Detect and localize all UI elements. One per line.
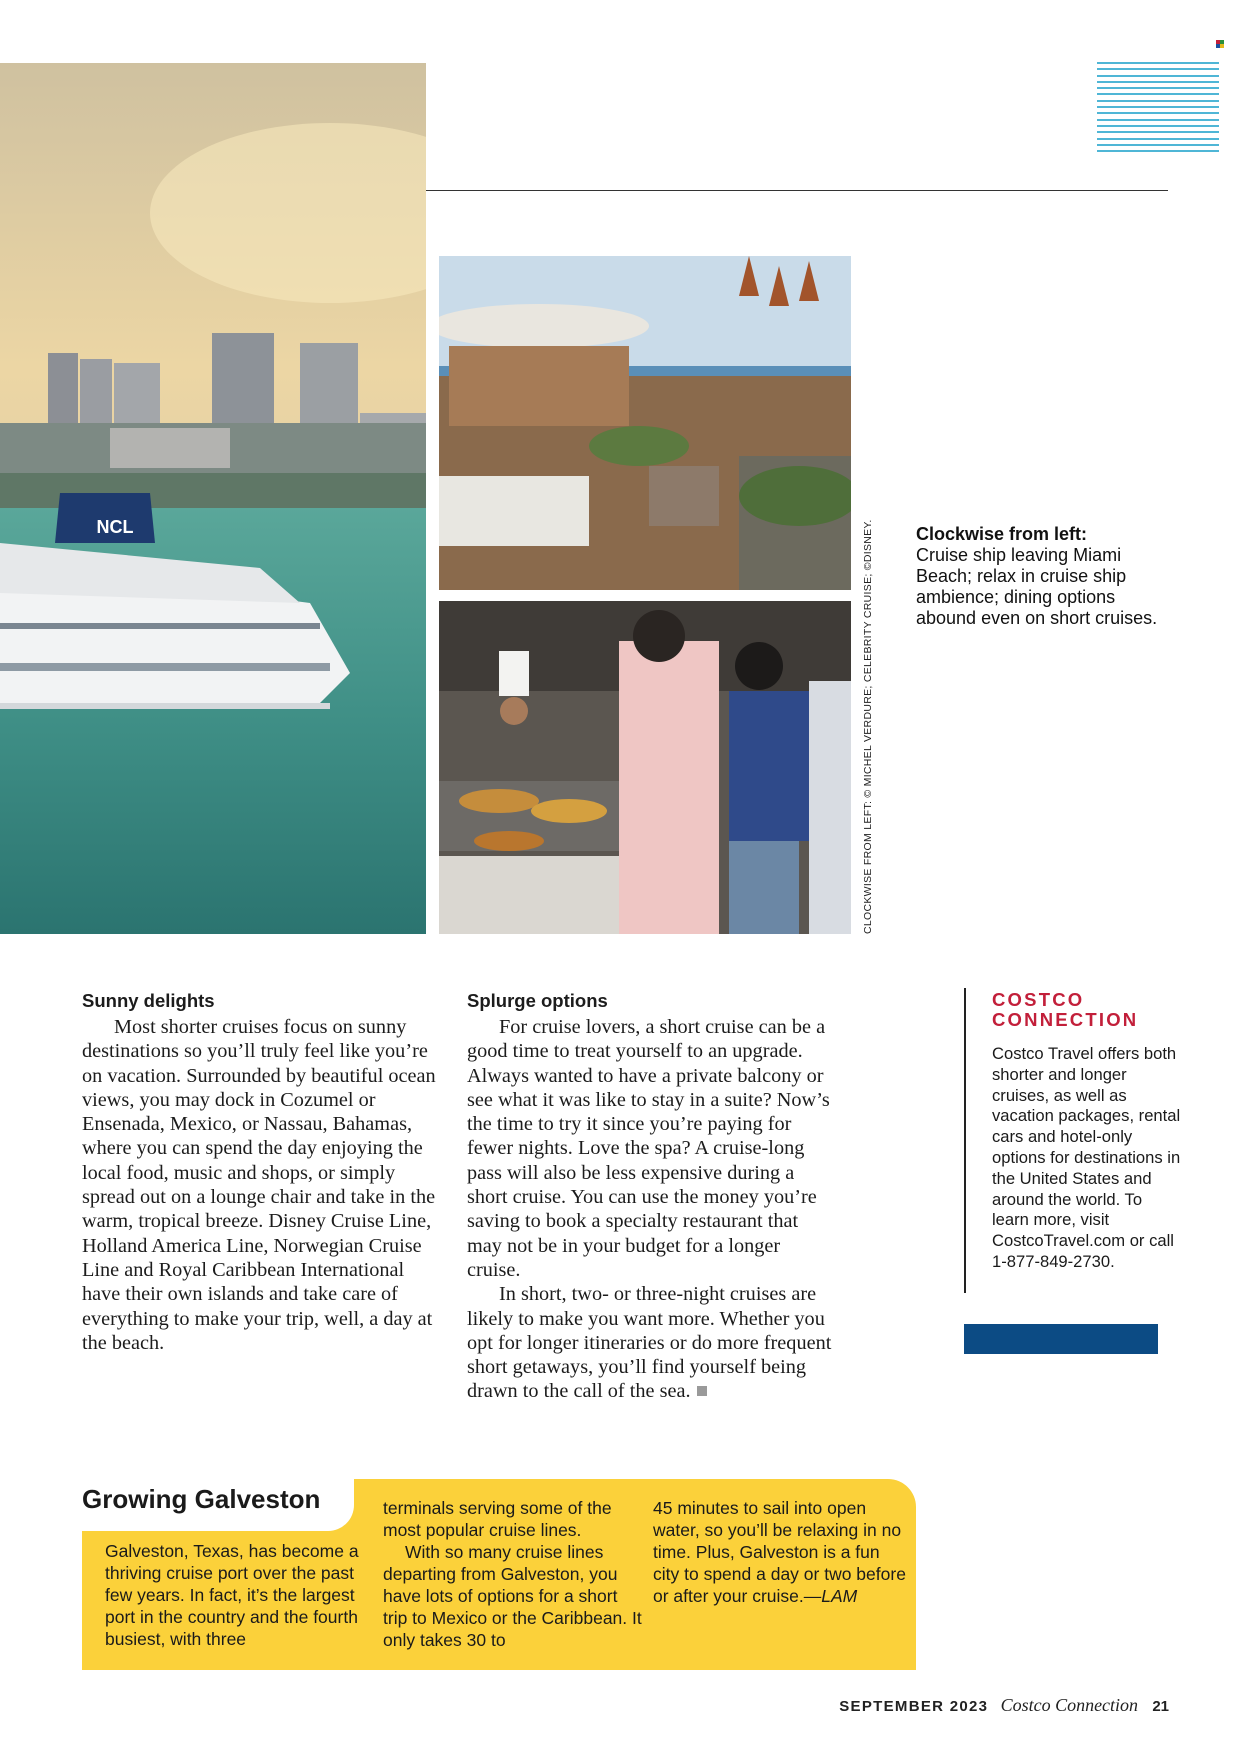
header-rule: [426, 190, 1168, 191]
body-paragraph-text: In short, two- or three-night cruises are likely to make you want more. Whether you opt for longer itineraries or do more frequent short getaways, you’ll find yourself being drawn to the call of the sea.: [467, 1283, 832, 1403]
photo-buffet-dining: [439, 601, 851, 934]
magazine-name: Costco Connection: [1000, 1695, 1139, 1715]
galveston-text: With so many cruise lines departing from Galveston, you have lots of options for a short trip to Mexico or the Caribbean. It only takes 30 to: [383, 1542, 642, 1650]
galveston-column-1: Galveston, Texas, has become a thriving cruise port over the past few years. In fact, it’s the largest port in the country and the fourth busiest, with three: [105, 1541, 359, 1649]
caption-text: Cruise ship leaving Miami Beach; relax in cruise ship ambience; dining options abound even on short cruises.: [916, 545, 1158, 628]
sidebar-title-line: CONNECTION: [992, 1009, 1139, 1030]
costco-connection-sidebar: [992, 990, 1182, 1273]
galveston-text: 45 minutes to sail into open water, so you’ll be relaxing in no time. Plus, Galveston is a fun city to spend a day or two before or after your cruise.: [653, 1498, 906, 1606]
section-splurge-options: [467, 989, 833, 1404]
sidebar-accent-bar: [964, 1324, 1158, 1354]
issue-date: SEPTEMBER 2023: [839, 1698, 989, 1715]
printer-mark-icon: [1216, 35, 1224, 43]
photo-cruise-ship-miami: [0, 63, 426, 934]
galveston-byline: —LAM: [803, 1586, 858, 1606]
sidebar-body: Costco Travel offers both shorter and longer cruises, as well as vacation packages, rental cars and hotel-only options for destinations in the United States and around the world. To learn more, visit CostcoTravel.com or call 1-877-849-2730.: [992, 1044, 1181, 1271]
photo-deck-lounge: [439, 256, 851, 590]
end-of-story-icon: [697, 1386, 707, 1396]
galveston-column-2: [383, 1497, 643, 1651]
photo-credit: CLOCKWISE FROM LEFT: © MICHEL VERDURE; CELEBRITY CRUISE; ©DISNEY.: [862, 519, 874, 934]
page-number: 21: [1152, 1698, 1169, 1715]
body-paragraph: Most shorter cruises focus on sunny destinations so you’ll truly feel like you’re on vacation. Surrounded by beautiful ocean views, you may dock in Cozumel or Ensenada, Mexico, or Nassau, Bahamas, where you can spend the day enjoying the local food, music and shops, or simply spread out on a lounge chair and take in the warm, tropical breeze. Disney Cruise Line, Holland America Line, Norwegian Cruise Line and Royal Caribbean International have their own islands and take care of everything to make your trip, well, a day at the beach.: [82, 1016, 436, 1354]
sidebar-title: [992, 990, 1182, 1030]
sidebar-title-line: COSTCO: [992, 989, 1085, 1010]
page-footer: [835, 1695, 1169, 1716]
galveston-text: terminals serving some of the most popular cruise lines.: [383, 1498, 612, 1540]
section-sunny-delights: [82, 989, 447, 1355]
photo-caption: [916, 524, 1176, 629]
section-heading: Sunny delights: [82, 990, 215, 1011]
body-paragraph-final: [467, 1282, 833, 1403]
body-paragraph: For cruise lovers, a short cruise can be a good time to treat yourself to an upgrade. Always wanted to have a private balcony or see what it was like to stay in a suite? Now’s the time to try it since you’re paying for fewer nights. Love the spa? A cruise-long pass will also be less expensive during a short cruise. You can use the money you’re saving to book a specialty restaurant that may not be in your budget for a longer cruise.: [467, 1016, 830, 1281]
sidebar-divider: [964, 988, 966, 1293]
ship-funnel-logo: NCL: [96, 517, 134, 537]
section-heading: Splurge options: [467, 990, 608, 1011]
caption-heading: Clockwise from left:: [916, 524, 1088, 544]
galveston-title: Growing Galveston: [82, 1484, 321, 1514]
galveston-column-3: [653, 1497, 908, 1607]
decorative-stripes: [1097, 62, 1219, 158]
